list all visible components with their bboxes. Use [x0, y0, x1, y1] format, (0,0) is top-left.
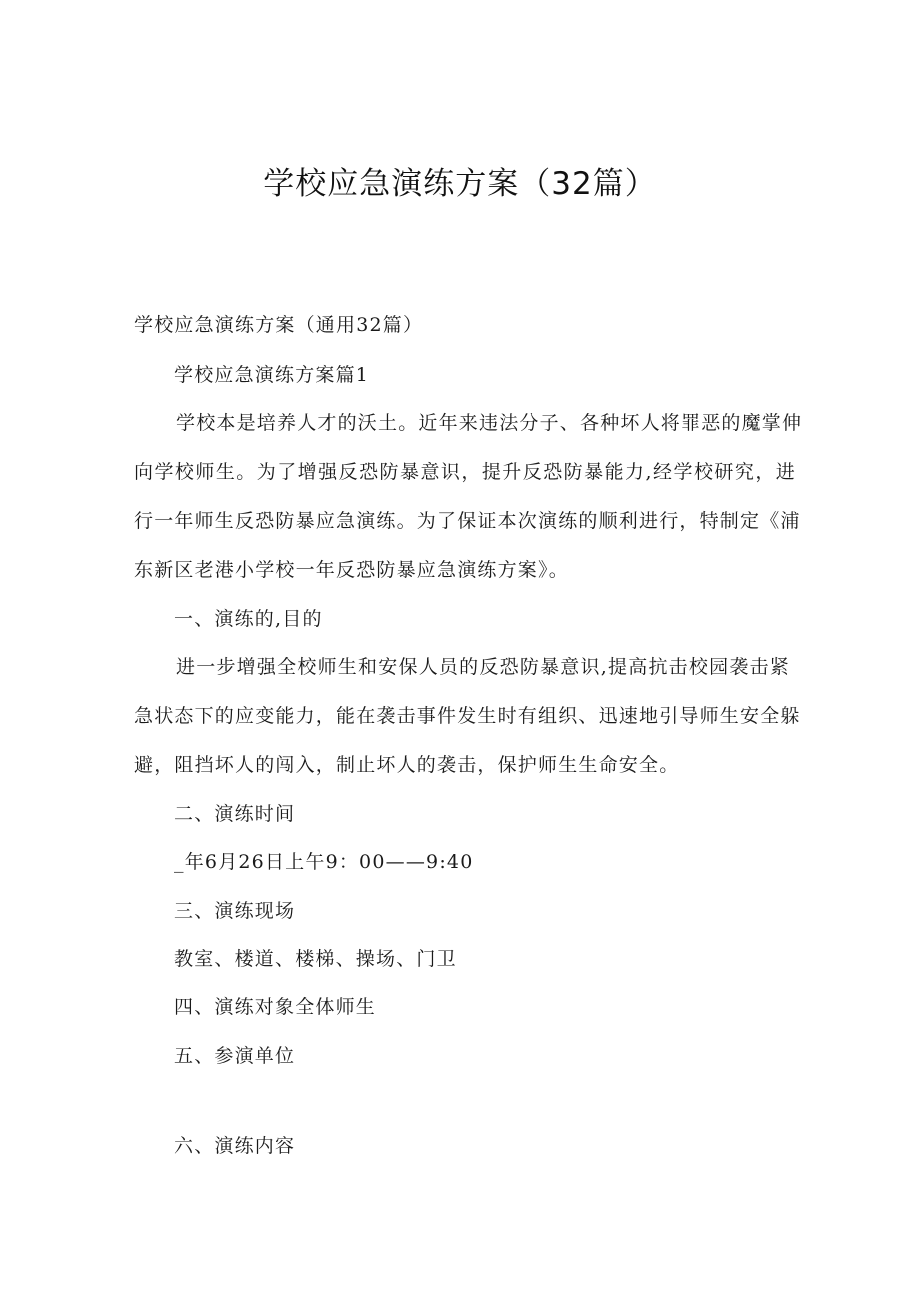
paragraph-purpose-line-2: 急状态下的应变能力，能在袭击事件发生时有组织、迅速地引导师生安全躲	[134, 705, 801, 727]
paragraph-purpose-line-1: 进一步增强全校师生和安保人员的反恐防暴意识,提高抗击校园袭击紧	[176, 656, 790, 678]
drill-location-value: 教室、楼道、楼梯、操场、门卫	[174, 948, 457, 970]
heading-participants: 四、演练对象全体师生	[174, 996, 377, 1018]
document-title: 学校应急演练方案（32篇）	[263, 166, 657, 202]
paragraph-intro-line-2: 向学校师生。为了增强反恐防暴意识，提升反恐防暴能力,经学校研究，进	[134, 461, 796, 483]
heading-units: 五、参演单位	[174, 1045, 296, 1067]
drill-time-value: _年6月26日上午9：00——9:40	[174, 851, 474, 873]
paragraph-intro-line-3: 行一年师生反恐防暴应急演练。为了保证本次演练的顺利进行，特制定《浦	[134, 510, 801, 532]
paragraph-intro-line-4: 东新区老港小学校一年反恐防暴应急演练方案》。	[134, 559, 569, 581]
paragraph-intro-line-1: 学校本是培养人才的沃土。近年来违法分子、各种坏人将罪恶的魔掌伸	[176, 412, 803, 434]
heading-content: 六、演练内容	[174, 1135, 296, 1157]
heading-purpose: 一、演练的,目的	[174, 608, 323, 630]
heading-time: 二、演练时间	[174, 803, 296, 825]
heading-location: 三、演练现场	[174, 900, 296, 922]
paragraph-purpose-line-3: 避，阻挡坏人的闯入，制止坏人的袭击，保护师生生命安全。	[134, 754, 680, 776]
document-subtitle: 学校应急演练方案（通用32篇）	[134, 314, 424, 336]
section-heading-part1: 学校应急演练方案篇1	[174, 364, 370, 386]
